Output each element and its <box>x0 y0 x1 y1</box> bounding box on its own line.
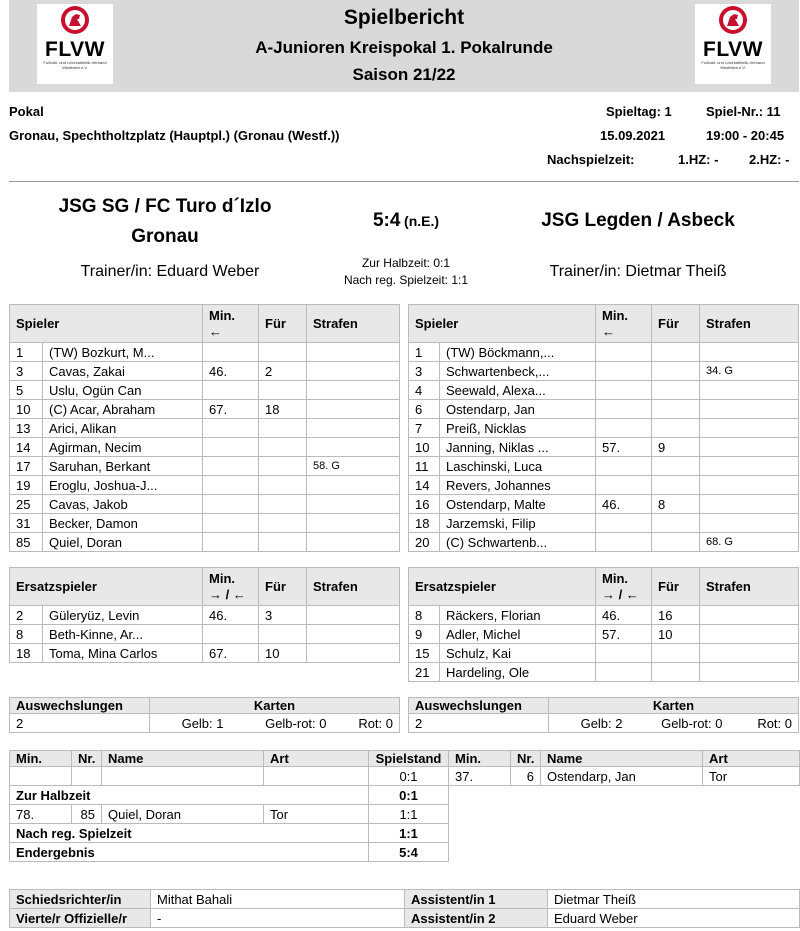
player-number: 18 <box>409 514 440 533</box>
player-name: Jarzemski, Filip <box>440 514 596 533</box>
player-fuer <box>259 343 307 362</box>
player-row <box>10 438 400 457</box>
subs-label: Auswechslungen <box>10 698 150 714</box>
player-min <box>596 381 652 400</box>
player-number: 3 <box>409 362 440 381</box>
player-min <box>596 457 652 476</box>
final-label: Endergebnis <box>10 843 369 862</box>
player-number: 10 <box>409 438 440 457</box>
player-row <box>10 343 400 362</box>
player-min: 46. <box>596 495 652 514</box>
referee-label: Schiedsrichter/in <box>10 890 151 909</box>
home-team-name: JSG SG / FC Turo d´Izlo <box>58 196 272 217</box>
player-row <box>10 362 400 381</box>
final-score-cell: 5:4 <box>369 843 449 862</box>
player-min <box>596 343 652 362</box>
col-fuer: Für <box>652 568 700 606</box>
player-strafen <box>307 400 400 419</box>
player-min <box>203 514 259 533</box>
matchday: Spieltag: 1 <box>606 104 672 119</box>
player-row <box>10 495 400 514</box>
player-strafen <box>700 419 799 438</box>
player-fuer <box>652 381 700 400</box>
away-lineup-table <box>408 304 799 552</box>
col-name: Name <box>102 751 264 767</box>
player-name: (C) Schwartenb... <box>440 533 596 552</box>
col-nr: Nr. <box>511 751 541 767</box>
logo-subtext: Fußball- und Leichtathletik-Verband Westfalen e.V. <box>701 60 765 70</box>
competition-title: A-Junioren Kreispokal 1. Pokalrunde <box>255 38 553 57</box>
player-number: 21 <box>409 663 440 682</box>
player-min <box>203 495 259 514</box>
player-name: Saruhan, Berkant <box>43 457 203 476</box>
player-min <box>596 533 652 552</box>
player-number: 18 <box>10 644 43 663</box>
col-min: Min. → / ← <box>203 568 259 606</box>
player-strafen <box>700 606 799 625</box>
player-number: 1 <box>409 343 440 362</box>
player-number: 15 <box>409 644 440 663</box>
home-lineup-table <box>9 304 400 552</box>
player-name: Quiel, Doran <box>43 533 203 552</box>
player-name: Schulz, Kai <box>440 644 596 663</box>
player-min: 46. <box>203 606 259 625</box>
venue: Gronau, Spechtholtzplatz (Hauptpl.) (Gronau (Westf.)) <box>9 128 340 143</box>
player-number: 14 <box>409 476 440 495</box>
player-name: (C) Acar, Abraham <box>43 400 203 419</box>
player-number: 17 <box>10 457 43 476</box>
away-trainer: Trainer/in: Dietmar Theiß <box>549 263 727 280</box>
event-score: 1:1 <box>369 805 449 824</box>
col-sub-player: Ersatzspieler <box>409 568 596 606</box>
player-min <box>596 362 652 381</box>
cards-label: Karten <box>549 698 799 714</box>
home-team-name-2: Gronau <box>131 226 199 247</box>
officials-table <box>9 889 800 928</box>
col-name: Name <box>541 751 703 767</box>
player-fuer <box>652 514 700 533</box>
player-strafen <box>307 362 400 381</box>
away-yellow: Gelb: 2 <box>549 714 629 733</box>
col-score: Spielstand <box>369 751 449 767</box>
col-strafen: Strafen <box>700 305 799 343</box>
col-player: Spieler <box>10 305 203 343</box>
halftime-score: Zur Halbzeit: 0:1 <box>361 256 451 270</box>
player-fuer <box>259 514 307 533</box>
away-team-name: JSG Legden / Asbeck <box>541 210 735 231</box>
sub-row <box>409 663 799 682</box>
player-name: Agirman, Necim <box>43 438 203 457</box>
player-row <box>409 514 799 533</box>
player-row <box>10 476 400 495</box>
fourth-official-label: Vierte/r Offizielle/r <box>10 909 151 928</box>
col-nr: Nr. <box>72 751 102 767</box>
away-summary-table <box>408 697 799 733</box>
player-name: Schwartenbeck,... <box>440 362 596 381</box>
player-strafen <box>700 476 799 495</box>
player-min <box>596 663 652 682</box>
player-name: Revers, Johannes <box>440 476 596 495</box>
player-row <box>10 381 400 400</box>
player-name: (TW) Böckmann,... <box>440 343 596 362</box>
player-fuer <box>652 457 700 476</box>
player-strafen <box>700 663 799 682</box>
final-row <box>10 843 800 862</box>
player-fuer <box>259 476 307 495</box>
halftime-label: Zur Halbzeit <box>10 786 369 805</box>
player-min <box>203 419 259 438</box>
player-min <box>203 476 259 495</box>
goal-events-table <box>9 750 800 862</box>
flvw-logo-right <box>695 4 771 84</box>
assistant1-label: Assistent/in 1 <box>405 890 548 909</box>
subs-label: Auswechslungen <box>409 698 549 714</box>
player-fuer <box>652 343 700 362</box>
horse-crest-icon <box>718 5 748 39</box>
col-art: Art <box>703 751 800 767</box>
player-min: 67. <box>203 400 259 419</box>
player-fuer: 10 <box>259 644 307 663</box>
player-strafen: 68. G <box>700 533 799 552</box>
player-min <box>203 625 259 644</box>
away-subs-table <box>408 567 799 682</box>
home-trainer: Trainer/in: Eduard Weber <box>80 263 260 280</box>
player-row <box>409 476 799 495</box>
sub-row <box>10 644 400 663</box>
report-header <box>9 0 799 92</box>
player-name: Ostendarp, Jan <box>440 400 596 419</box>
player-number: 11 <box>409 457 440 476</box>
player-number: 85 <box>10 533 43 552</box>
player-number: 16 <box>409 495 440 514</box>
event-min: 37. <box>449 767 511 786</box>
player-strafen <box>307 644 400 663</box>
player-strafen <box>307 625 400 644</box>
player-strafen <box>700 644 799 663</box>
assistant1: Dietmar Theiß <box>548 890 800 909</box>
player-strafen <box>307 606 400 625</box>
event-row <box>10 767 800 786</box>
away-yellow-red: Gelb-rot: 0 <box>629 714 729 733</box>
away-red: Rot: 0 <box>729 714 799 733</box>
player-min <box>203 533 259 552</box>
player-fuer: 8 <box>652 495 700 514</box>
player-row <box>10 514 400 533</box>
player-fuer: 9 <box>652 438 700 457</box>
player-number: 5 <box>10 381 43 400</box>
col-min: Min. → / ← <box>596 568 652 606</box>
event-min: 78. <box>10 805 72 824</box>
event-name: Ostendarp, Jan <box>541 767 703 786</box>
sub-row <box>409 606 799 625</box>
col-strafen: Strafen <box>307 568 400 606</box>
player-fuer <box>652 362 700 381</box>
home-summary-table <box>9 697 400 733</box>
player-fuer <box>259 457 307 476</box>
player-number: 8 <box>10 625 43 644</box>
event-art: Tor <box>703 767 800 786</box>
score-suffix: (n.E.) <box>404 213 440 229</box>
home-red: Rot: 0 <box>333 714 400 733</box>
player-min <box>596 644 652 663</box>
player-number: 9 <box>409 625 440 644</box>
player-min: 46. <box>203 362 259 381</box>
extra-time-1: 1.HZ: - <box>678 152 719 167</box>
regular-label: Nach reg. Spielzeit <box>10 824 369 843</box>
player-strafen <box>700 457 799 476</box>
logo-text: FLVW <box>45 38 105 61</box>
col-fuer: Für <box>259 568 307 606</box>
player-row <box>409 362 799 381</box>
match-number: Spiel-Nr.: 11 <box>706 104 781 119</box>
player-row <box>10 400 400 419</box>
logo-subtext: Fußball- und Leichtathletik-Verband Westfalen e.V. <box>43 60 107 70</box>
player-row <box>409 343 799 362</box>
col-min: Min. <box>449 751 511 767</box>
player-number: 3 <box>10 362 43 381</box>
player-fuer <box>259 495 307 514</box>
event-score: 0:1 <box>369 767 449 786</box>
event-nr: 6 <box>511 767 541 786</box>
player-strafen: 34. G <box>700 362 799 381</box>
player-row <box>409 438 799 457</box>
col-strafen: Strafen <box>307 305 400 343</box>
player-name: Hardeling, Ole <box>440 663 596 682</box>
player-min <box>203 381 259 400</box>
regular-time-score: Nach reg. Spielzeit: 1:1 <box>343 273 469 287</box>
col-fuer: Für <box>259 305 307 343</box>
home-yellow: Gelb: 1 <box>150 714 230 733</box>
home-yellow-red: Gelb-rot: 0 <box>230 714 333 733</box>
event-name: Quiel, Doran <box>102 805 264 824</box>
player-strafen <box>307 343 400 362</box>
player-number: 13 <box>10 419 43 438</box>
player-fuer: 3 <box>259 606 307 625</box>
player-fuer <box>652 533 700 552</box>
player-fuer <box>652 419 700 438</box>
player-strafen <box>307 419 400 438</box>
player-strafen <box>700 343 799 362</box>
player-row <box>409 533 799 552</box>
player-fuer <box>652 663 700 682</box>
player-row <box>10 533 400 552</box>
referee: Mithat Bahali <box>151 890 405 909</box>
player-row <box>409 495 799 514</box>
player-strafen <box>307 533 400 552</box>
divider <box>9 181 799 182</box>
player-name: Uslu, Ogün Can <box>43 381 203 400</box>
cards-label: Karten <box>150 698 400 714</box>
player-fuer <box>652 644 700 663</box>
player-fuer <box>259 438 307 457</box>
col-min: Min. ← <box>596 305 652 343</box>
match-time: 19:00 - 20:45 <box>706 128 785 143</box>
player-fuer <box>259 381 307 400</box>
report-title: Spielbericht <box>343 6 465 29</box>
event-nr: 85 <box>72 805 102 824</box>
final-score <box>322 210 490 232</box>
col-sub-player: Ersatzspieler <box>10 568 203 606</box>
player-name: Ostendarp, Malte <box>440 495 596 514</box>
away-subs-count: 2 <box>409 714 549 733</box>
player-name: Beth-Kinne, Ar... <box>43 625 203 644</box>
player-number: 25 <box>10 495 43 514</box>
player-strafen <box>700 514 799 533</box>
player-row <box>409 419 799 438</box>
player-fuer: 10 <box>652 625 700 644</box>
player-name: Janning, Niklas ... <box>440 438 596 457</box>
player-fuer: 16 <box>652 606 700 625</box>
logo-text: FLVW <box>703 38 763 61</box>
player-number: 6 <box>409 400 440 419</box>
player-name: Becker, Damon <box>43 514 203 533</box>
player-strafen <box>307 438 400 457</box>
halftime-row <box>10 786 800 805</box>
player-name: Eroglu, Joshua-J... <box>43 476 203 495</box>
col-min: Min. <box>10 751 72 767</box>
home-subs-table <box>9 567 400 663</box>
player-name: Preiß, Nicklas <box>440 419 596 438</box>
player-name: Seewald, Alexa... <box>440 381 596 400</box>
player-name: Güleryüz, Levin <box>43 606 203 625</box>
player-number: 14 <box>10 438 43 457</box>
player-fuer <box>652 476 700 495</box>
col-fuer: Für <box>652 305 700 343</box>
player-row <box>10 457 400 476</box>
player-fuer: 18 <box>259 400 307 419</box>
player-number: 1 <box>10 343 43 362</box>
player-number: 19 <box>10 476 43 495</box>
player-min <box>596 476 652 495</box>
player-fuer <box>259 419 307 438</box>
player-fuer <box>259 625 307 644</box>
sub-row <box>409 644 799 663</box>
player-min <box>596 514 652 533</box>
player-name: Laschinski, Luca <box>440 457 596 476</box>
player-strafen <box>700 400 799 419</box>
sub-row <box>409 625 799 644</box>
player-row <box>10 419 400 438</box>
player-number: 2 <box>10 606 43 625</box>
sub-row <box>10 606 400 625</box>
halftime-score: 0:1 <box>369 786 449 805</box>
assistant2-label: Assistent/in 2 <box>405 909 548 928</box>
player-number: 20 <box>409 533 440 552</box>
player-strafen: 58. G <box>307 457 400 476</box>
player-number: 4 <box>409 381 440 400</box>
player-name: Arici, Alikan <box>43 419 203 438</box>
player-name: Cavas, Jakob <box>43 495 203 514</box>
player-number: 31 <box>10 514 43 533</box>
player-min: 46. <box>596 606 652 625</box>
player-strafen <box>307 514 400 533</box>
player-number: 8 <box>409 606 440 625</box>
player-name: Räckers, Florian <box>440 606 596 625</box>
player-strafen <box>700 381 799 400</box>
extra-time-label: Nachspielzeit: <box>547 152 635 167</box>
home-subs-count: 2 <box>10 714 150 733</box>
player-min <box>203 457 259 476</box>
event-row <box>10 805 800 824</box>
player-min: 57. <box>596 625 652 644</box>
player-strafen <box>700 625 799 644</box>
player-name: Adler, Michel <box>440 625 596 644</box>
player-strafen <box>307 495 400 514</box>
player-row <box>409 381 799 400</box>
regular-time-row <box>10 824 800 843</box>
player-fuer <box>259 533 307 552</box>
player-name: Toma, Mina Carlos <box>43 644 203 663</box>
player-name: (TW) Bozkurt, M... <box>43 343 203 362</box>
player-number: 7 <box>409 419 440 438</box>
regular-score: 1:1 <box>369 824 449 843</box>
col-min: Min. ← <box>203 305 259 343</box>
player-strafen <box>700 438 799 457</box>
player-min: 67. <box>203 644 259 663</box>
player-strafen <box>307 476 400 495</box>
player-min <box>203 438 259 457</box>
assistant2: Eduard Weber <box>548 909 800 928</box>
match-date: 15.09.2021 <box>600 128 666 143</box>
player-strafen <box>307 381 400 400</box>
player-number: 10 <box>10 400 43 419</box>
season-title: Saison 21/22 <box>352 65 456 84</box>
player-fuer <box>652 400 700 419</box>
player-strafen <box>700 495 799 514</box>
competition-type: Pokal <box>9 104 44 119</box>
fourth-official: - <box>151 909 405 928</box>
player-fuer: 2 <box>259 362 307 381</box>
player-min: 57. <box>596 438 652 457</box>
event-art: Tor <box>264 805 369 824</box>
player-name: Cavas, Zakai <box>43 362 203 381</box>
player-min <box>596 419 652 438</box>
player-min <box>596 400 652 419</box>
player-row <box>409 457 799 476</box>
extra-time-2: 2.HZ: - <box>749 152 790 167</box>
player-row <box>409 400 799 419</box>
sub-row <box>10 625 400 644</box>
col-player: Spieler <box>409 305 596 343</box>
col-strafen: Strafen <box>700 568 799 606</box>
col-art: Art <box>264 751 369 767</box>
player-min <box>203 343 259 362</box>
score: 5:4 <box>372 210 401 231</box>
